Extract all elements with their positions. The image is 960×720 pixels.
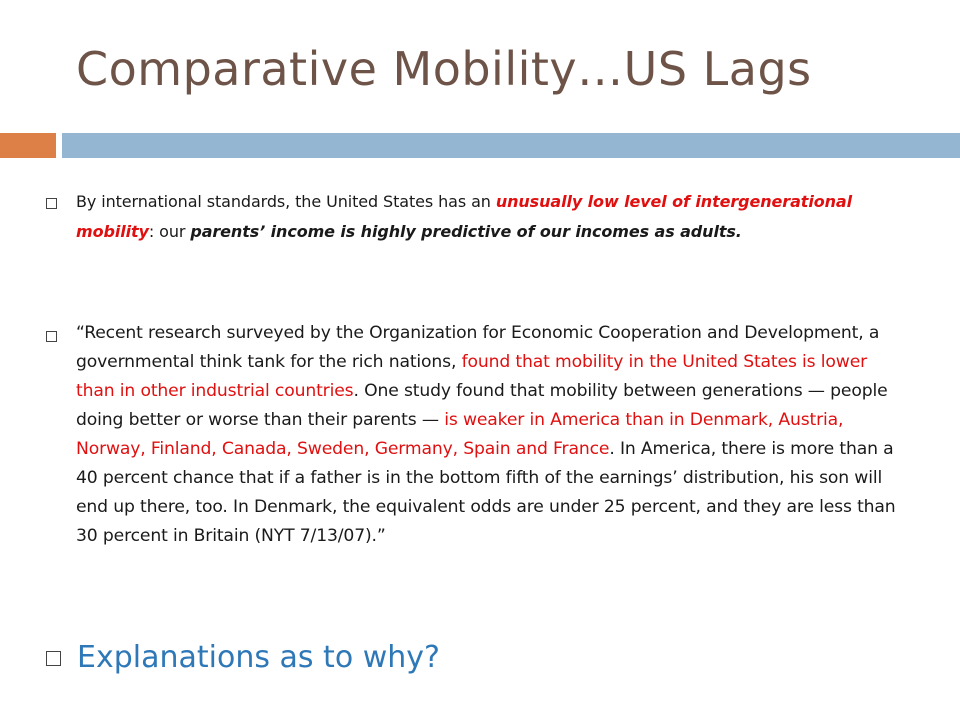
emphasis-red: is weaker in America than in Denmark, Austria, Norway, Finland, Canada, Sweden, Germany, Spain and France [76, 410, 844, 459]
bullet-oecd-quote [46, 319, 906, 551]
square-bullet-icon [46, 331, 57, 342]
accent-bar-blue [62, 133, 960, 158]
bullet-text [76, 187, 906, 247]
bullet-mobility-standards [46, 187, 906, 247]
text-segment: . One study found that mobility between generations — people doing better or worse than their parents — [76, 381, 888, 430]
accent-bar-orange [0, 133, 56, 158]
text-segment: : our [148, 222, 191, 241]
text-segment: “Recent research surveyed by the Organization for Economic Cooperation and Development, a governmental think tank for the rich nations, [76, 323, 880, 372]
bullet-text: Explanations as to why? [77, 640, 440, 675]
bullet-explanations [46, 636, 906, 680]
text-segment: By international standards, the United States has an [76, 192, 496, 211]
bullet-text [76, 319, 906, 551]
square-bullet-icon [46, 198, 57, 209]
emphasis-red: found that mobility in the United States is lower than in other industrial countries [76, 352, 868, 401]
slide-title: Comparative Mobility…US Lags [76, 42, 812, 96]
text-segment: . In America, there is more than a 40 percent chance that if a father is in the bottom fifth of the earnings’ distribution, his son will end up there, too. In Denmark, the equivalent odds are under 25 percent, and they are less than 30 percent in Britain (NYT 7/13/07).” [76, 439, 896, 546]
square-bullet-icon [46, 651, 61, 666]
emphasis-bold: parents’ income is highly predictive of our incomes as adults. [190, 222, 742, 241]
emphasis-red: unusually low level of intergenerational mobility [76, 192, 852, 241]
